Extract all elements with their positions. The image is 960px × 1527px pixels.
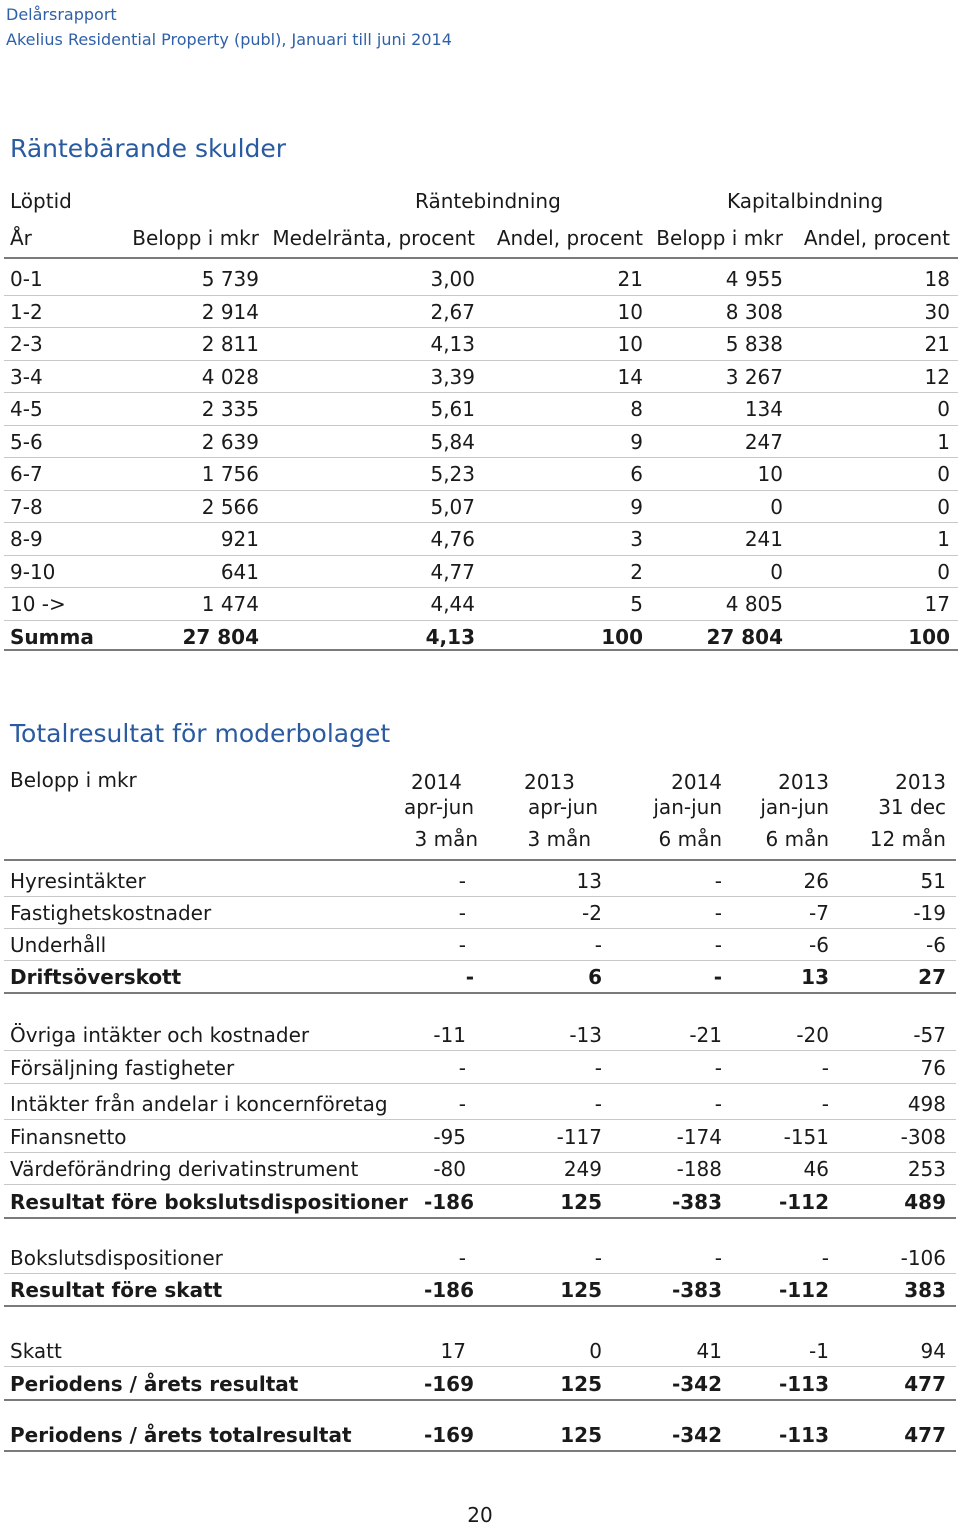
col-header-belopp-kapital: Belopp i mkr — [656, 226, 783, 250]
cell-value-1: 13 — [576, 869, 602, 893]
table-row — [0, 929, 960, 961]
cell-andel-kapital: 30 — [924, 299, 950, 324]
cell-value-4: -6 — [926, 933, 946, 957]
cell-belopp-kapital: 27 804 — [706, 624, 783, 649]
table-row — [0, 1242, 960, 1274]
col-header-andel-rante: Andel, procent — [496, 226, 643, 250]
cell-belopp: 2 811 — [201, 332, 259, 356]
document-header — [6, 2, 452, 52]
col-length-4: 12 mån — [869, 827, 946, 851]
cell-value-0: - — [458, 869, 466, 893]
cell-value-0: -186 — [423, 1278, 474, 1302]
cell-andel-rante: 14 — [617, 364, 643, 389]
table-row — [0, 361, 960, 393]
row-divider — [4, 1366, 956, 1367]
table-row — [0, 588, 960, 620]
table-row — [0, 426, 960, 458]
cell-medelranta: 4,76 — [430, 527, 475, 551]
cell-value-4: -19 — [913, 901, 946, 925]
cell-andel-kapital: 0 — [937, 494, 950, 519]
cell-value-4: 383 — [904, 1278, 946, 1302]
cell-andel-rante: 9 — [630, 494, 643, 519]
cell-andel-kapital: 1 — [937, 527, 950, 551]
cell-belopp: 2 335 — [201, 397, 259, 421]
cell-medelranta: 3,00 — [430, 267, 475, 291]
cell-loptid: 4-5 — [10, 397, 43, 421]
cell-value-4: -308 — [900, 1125, 946, 1149]
group-header-loptid: Löptid — [10, 189, 72, 213]
cell-value-2: - — [714, 933, 722, 957]
cell-medelranta: 5,07 — [430, 494, 475, 519]
cell-value-4: 94 — [920, 1339, 946, 1363]
cell-value-1: - — [594, 933, 602, 957]
cell-value-2: - — [714, 901, 722, 925]
cell-value-4: 498 — [907, 1092, 946, 1116]
cell-value-4: -57 — [913, 1023, 946, 1047]
cell-value-1: 249 — [563, 1157, 602, 1181]
cell-belopp-kapital: 4 805 — [725, 592, 783, 616]
cell-medelranta: 4,13 — [430, 332, 475, 356]
row-label: Resultat före bokslutsdispositioner — [10, 1190, 408, 1214]
cell-medelranta: 4,77 — [430, 559, 475, 584]
cell-loptid: 1-2 — [10, 299, 43, 324]
col-year-1: 2013 — [524, 770, 575, 794]
cell-value-1: -117 — [556, 1125, 602, 1149]
cell-belopp: 5 739 — [201, 267, 259, 291]
cell-loptid: 9-10 — [10, 559, 56, 584]
row-divider — [4, 1050, 956, 1051]
row-label: Resultat före skatt — [10, 1278, 223, 1302]
cell-value-0: - — [458, 1246, 466, 1270]
cell-value-4: 489 — [904, 1190, 946, 1214]
table-row — [0, 393, 960, 425]
cell-medelranta: 3,39 — [430, 364, 475, 389]
cell-value-0: -169 — [423, 1423, 474, 1447]
header-divider — [4, 257, 958, 259]
cell-andel-kapital: 0 — [937, 559, 950, 584]
cell-belopp-kapital: 10 — [757, 462, 783, 486]
cell-value-0: - — [465, 965, 474, 989]
cell-loptid: Summa — [10, 624, 94, 649]
cell-andel-kapital: 21 — [924, 332, 950, 356]
table-row — [0, 263, 960, 295]
table-row — [0, 1274, 960, 1306]
cell-value-2: 41 — [696, 1339, 722, 1363]
report-subtitle: Akelius Residential Property (publ), Januari till juni 2014 — [6, 30, 452, 49]
cell-belopp: 1 756 — [201, 462, 259, 486]
cell-value-0: - — [458, 933, 466, 957]
col-year-4: 2013 — [895, 770, 946, 794]
cell-value-3: -20 — [796, 1023, 829, 1047]
col-header-andel-kapital: Andel, procent — [803, 226, 950, 250]
cell-loptid: 7-8 — [10, 494, 43, 519]
cell-value-4: 477 — [904, 1372, 946, 1396]
cell-value-3: 46 — [803, 1157, 829, 1181]
cell-value-3: -7 — [809, 901, 829, 925]
row-label: Fastighetskostnader — [10, 901, 212, 925]
cell-value-1: 0 — [589, 1339, 602, 1363]
row-label: Bokslutsdispositioner — [10, 1246, 223, 1270]
col-header-belopp: Belopp i mkr — [132, 226, 259, 250]
cell-value-0: -169 — [423, 1372, 474, 1396]
col-year-3: 2013 — [778, 770, 829, 794]
cell-andel-rante: 100 — [601, 624, 643, 649]
row-divider — [4, 1184, 956, 1185]
cell-value-3: -112 — [778, 1190, 829, 1214]
col-length-1: 3 mån — [527, 827, 591, 851]
cell-value-2: -383 — [671, 1278, 722, 1302]
col-header-medelranta: Medelränta, procent — [272, 226, 475, 250]
col-length-0: 3 mån — [414, 827, 478, 851]
table-row — [0, 1368, 960, 1400]
cell-belopp-kapital: 3 267 — [725, 364, 783, 389]
row-label: Hyresintäkter — [10, 869, 146, 893]
row-label: Finansnetto — [10, 1125, 127, 1149]
row-label: Övriga intäkter och kostnader — [10, 1023, 310, 1047]
cell-andel-kapital: 0 — [937, 462, 950, 486]
cell-value-2: -383 — [671, 1190, 722, 1214]
table-row — [0, 523, 960, 555]
table-row — [0, 1088, 960, 1120]
cell-belopp-kapital: 8 308 — [725, 299, 783, 324]
debt-total-row — [0, 621, 960, 653]
cell-value-0: - — [458, 1056, 466, 1080]
cell-andel-rante: 2 — [630, 559, 643, 584]
table-row — [0, 865, 960, 897]
cell-medelranta: 5,61 — [430, 397, 475, 421]
table-row — [0, 296, 960, 328]
cell-loptid: 10 -> — [10, 592, 66, 616]
cell-andel-rante: 10 — [617, 299, 643, 324]
cell-loptid: 5-6 — [10, 429, 43, 454]
cell-value-4: 477 — [904, 1423, 946, 1447]
cell-andel-rante: 10 — [617, 332, 643, 356]
cell-loptid: 2-3 — [10, 332, 43, 356]
table-row — [0, 1121, 960, 1153]
cell-belopp: 2 639 — [201, 429, 259, 454]
row-label: Försäljning fastigheter — [10, 1056, 235, 1080]
cell-loptid: 0-1 — [10, 267, 43, 291]
cell-value-3: - — [821, 1246, 829, 1270]
group-header-rantebindning: Räntebindning — [415, 189, 561, 213]
cell-value-2: -174 — [676, 1125, 722, 1149]
cell-value-1: - — [594, 1056, 602, 1080]
cell-value-1: 125 — [560, 1278, 602, 1302]
total-divider — [4, 1399, 956, 1401]
total-divider — [4, 1450, 956, 1452]
total-divider — [4, 1305, 956, 1307]
cell-value-2: - — [714, 1056, 722, 1080]
cell-value-3: -112 — [778, 1278, 829, 1302]
cell-loptid: 8-9 — [10, 527, 43, 551]
cell-belopp-kapital: 134 — [744, 397, 783, 421]
cell-value-1: 125 — [560, 1423, 602, 1447]
table-row — [0, 1052, 960, 1084]
cell-value-3: 13 — [801, 965, 829, 989]
table-row — [0, 491, 960, 523]
cell-value-3: - — [821, 1092, 829, 1116]
row-divider — [4, 1119, 956, 1120]
cell-belopp-kapital: 4 955 — [725, 267, 783, 291]
cell-value-3: -151 — [783, 1125, 829, 1149]
row-label: Värdeförändring derivatinstrument — [10, 1157, 359, 1181]
parent-section-title: Totalresultat för moderbolaget — [10, 719, 391, 748]
row-label: Periodens / årets totalresultat — [10, 1423, 352, 1447]
report-type: Delårsrapport — [6, 5, 117, 24]
cell-andel-rante: 8 — [630, 397, 643, 421]
table-row — [0, 556, 960, 588]
col-period-3: jan-jun — [760, 795, 829, 819]
cell-value-0: -80 — [433, 1157, 466, 1181]
cell-value-2: - — [714, 1092, 722, 1116]
cell-belopp: 641 — [220, 559, 259, 584]
row-label: Intäkter från andelar i koncernföretag — [10, 1092, 388, 1116]
cell-value-2: -342 — [671, 1372, 722, 1396]
table-row — [0, 1335, 960, 1367]
total-divider — [4, 992, 956, 994]
cell-belopp: 2 914 — [201, 299, 259, 324]
cell-andel-rante: 6 — [630, 462, 643, 486]
cell-andel-kapital: 17 — [924, 592, 950, 616]
cell-value-2: - — [714, 1246, 722, 1270]
cell-loptid: 6-7 — [10, 462, 43, 486]
cell-value-3: 26 — [803, 869, 829, 893]
col-period-0: apr-jun — [403, 795, 474, 819]
cell-belopp-kapital: 5 838 — [725, 332, 783, 356]
cell-belopp-kapital: 0 — [770, 494, 783, 519]
table-row — [0, 961, 960, 993]
cell-andel-kapital: 12 — [924, 364, 950, 389]
cell-value-3: -1 — [809, 1339, 829, 1363]
cell-value-1: 6 — [588, 965, 602, 989]
cell-value-4: 51 — [920, 869, 946, 893]
table-row — [0, 1186, 960, 1218]
cell-value-4: 253 — [907, 1157, 946, 1181]
page-number: 20 — [467, 1503, 493, 1527]
cell-andel-rante: 21 — [617, 267, 643, 291]
cell-belopp: 4 028 — [201, 364, 259, 389]
cell-value-1: 125 — [560, 1372, 602, 1396]
debt-section-title: Räntebärande skulder — [10, 134, 287, 163]
group-header-kapitalbindning: Kapitalbindning — [727, 189, 884, 213]
cell-value-1: - — [594, 1092, 602, 1116]
table-row — [0, 458, 960, 490]
cell-medelranta: 2,67 — [430, 299, 475, 324]
cell-value-4: 27 — [918, 965, 946, 989]
cell-value-3: -113 — [778, 1372, 829, 1396]
row-label: Underhåll — [10, 933, 107, 957]
row-label: Periodens / årets resultat — [10, 1372, 299, 1396]
cell-value-4: 76 — [920, 1056, 946, 1080]
col-period-1: apr-jun — [527, 795, 598, 819]
cell-andel-kapital: 0 — [937, 397, 950, 421]
col-length-2: 6 mån — [658, 827, 722, 851]
cell-value-3: - — [821, 1056, 829, 1080]
cell-andel-kapital: 1 — [937, 429, 950, 454]
row-label: Skatt — [10, 1339, 62, 1363]
table-row — [0, 328, 960, 360]
cell-belopp: 1 474 — [201, 592, 259, 616]
cell-belopp: 921 — [220, 527, 259, 551]
col-header-ar: År — [10, 226, 32, 250]
cell-value-0: - — [458, 1092, 466, 1116]
cell-loptid: 3-4 — [10, 364, 43, 389]
cell-value-3: -113 — [778, 1423, 829, 1447]
cell-medelranta: 4,44 — [430, 592, 475, 616]
cell-belopp-kapital: 247 — [744, 429, 783, 454]
cell-value-0: 17 — [440, 1339, 466, 1363]
col-year-0: 2014 — [411, 770, 462, 794]
col-year-2: 2014 — [671, 770, 722, 794]
cell-andel-kapital: 100 — [908, 624, 950, 649]
cell-belopp: 27 804 — [182, 624, 259, 649]
cell-value-2: -188 — [676, 1157, 722, 1181]
row-divider — [4, 1083, 956, 1084]
cell-belopp-kapital: 241 — [744, 527, 783, 551]
cell-value-0: -95 — [433, 1125, 466, 1149]
cell-value-3: -6 — [809, 933, 829, 957]
table-row — [0, 1419, 960, 1451]
total-divider — [4, 1217, 956, 1219]
cell-medelranta: 5,84 — [430, 429, 475, 454]
cell-value-0: -186 — [423, 1190, 474, 1214]
cell-value-0: -11 — [433, 1023, 466, 1047]
table-row — [0, 1153, 960, 1185]
cell-value-2: - — [714, 869, 722, 893]
cell-value-1: -13 — [569, 1023, 602, 1047]
col-header-belopp-i-mkr: Belopp i mkr — [10, 768, 137, 792]
col-period-4: 31 dec — [878, 795, 946, 819]
table-row — [0, 897, 960, 929]
row-label: Driftsöverskott — [10, 965, 182, 989]
parent-header-divider — [4, 859, 956, 861]
cell-andel-rante: 5 — [630, 592, 643, 616]
cell-andel-kapital: 18 — [924, 267, 950, 291]
cell-value-4: -106 — [900, 1246, 946, 1270]
col-period-2: jan-jun — [653, 795, 722, 819]
table-bottom-divider — [4, 649, 958, 651]
table-row — [0, 1019, 960, 1051]
cell-medelranta: 5,23 — [430, 462, 475, 486]
cell-belopp-kapital: 0 — [770, 559, 783, 584]
col-length-3: 6 mån — [765, 827, 829, 851]
cell-value-2: -21 — [689, 1023, 722, 1047]
cell-andel-rante: 9 — [630, 429, 643, 454]
cell-value-2: -342 — [671, 1423, 722, 1447]
cell-value-1: 125 — [560, 1190, 602, 1214]
cell-andel-rante: 3 — [630, 527, 643, 551]
cell-value-1: - — [594, 1246, 602, 1270]
cell-value-1: -2 — [582, 901, 602, 925]
cell-medelranta: 4,13 — [425, 624, 475, 649]
cell-value-0: - — [458, 901, 466, 925]
cell-belopp: 2 566 — [201, 494, 259, 519]
cell-value-2: - — [713, 965, 722, 989]
